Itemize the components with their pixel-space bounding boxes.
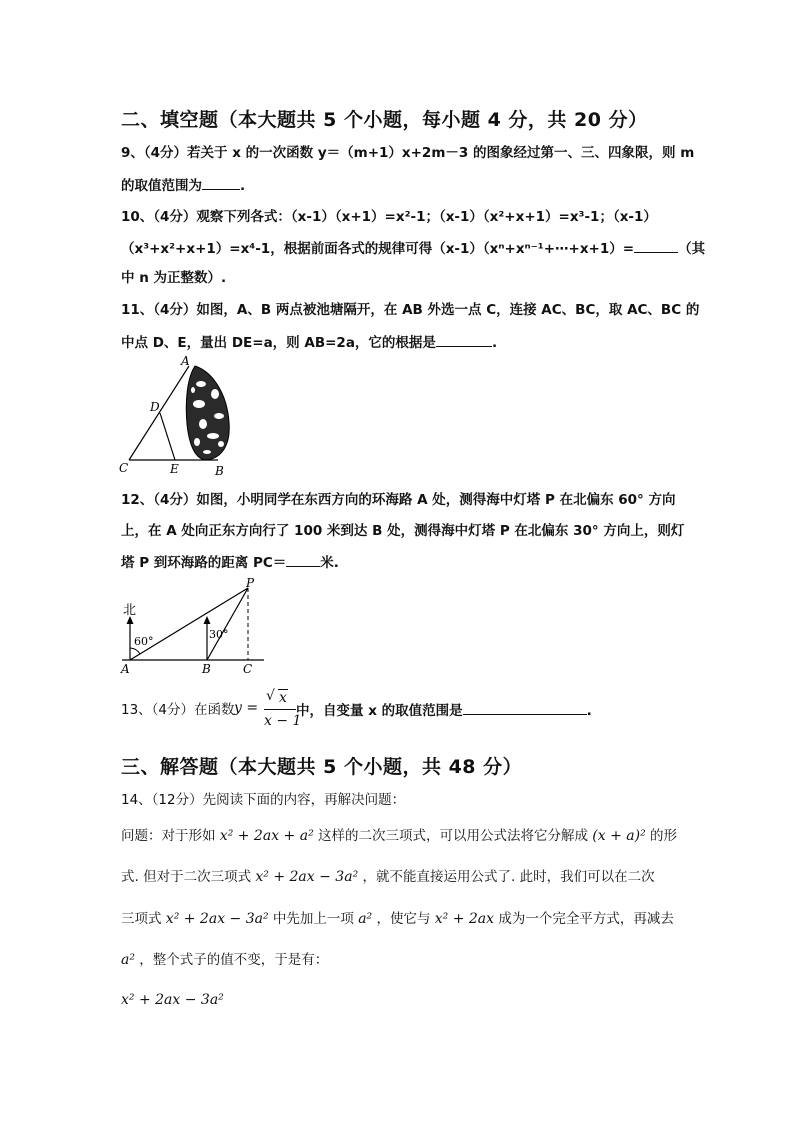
q12-line1: 12、（4分）如图，小明同学在东西方向的环海路 A 处，测得海中灯塔 P 在北偏东 60° 方向	[121, 492, 676, 508]
q13-func-den: x − 1	[264, 713, 302, 729]
north-arrowhead-b	[204, 616, 211, 624]
q11-answer-blank	[436, 332, 492, 347]
q14-line2	[121, 826, 677, 846]
q14-line4b: 中先加上一项	[272, 911, 354, 927]
q14-line2b: 这样的二次三项式，可以用公式法将它分解成	[317, 828, 588, 844]
q11-line1: 11、（4分）如图，A、B 两点被池塘隔开，在 AB 外选一点 C，连接 AC、BC，取 AC、BC 的	[121, 302, 700, 318]
label-c: C	[119, 461, 129, 475]
q14-expr6: x² + 2ax	[434, 911, 495, 927]
line-bp	[207, 588, 248, 660]
q10-line2	[121, 238, 705, 259]
label-d: D	[150, 400, 160, 414]
q12-line3-end: 米.	[320, 555, 339, 571]
q14-line3	[121, 867, 655, 887]
q10-line3: 中 n 为正整数）.	[121, 270, 227, 286]
q11-line2-end: .	[491, 335, 498, 351]
q14-line1: 14、（12分）先阅读下面的内容，再解决问题：	[121, 792, 406, 808]
q14-line4d: 成为一个完全平方式，再减去	[498, 911, 674, 927]
q13-end: .	[586, 703, 592, 719]
q11-line2	[121, 332, 497, 353]
angle-30-label: 30°	[209, 628, 229, 641]
label-p: P	[246, 576, 255, 590]
label-a: A	[181, 354, 190, 368]
q9-answer-blank	[202, 175, 240, 190]
q14-line4a: 三项式	[121, 911, 162, 927]
q12-answer-blank	[286, 552, 320, 567]
section-3-title: 三、解答题（本大题共 5 个小题，共 48 分）	[121, 756, 523, 778]
q14-line4c: ，使它与	[376, 911, 431, 927]
q14-expr5: a²	[358, 911, 373, 927]
line-de	[160, 413, 175, 460]
q13-function	[234, 688, 302, 730]
q13-func-num: x	[279, 690, 287, 706]
fraction-bar	[264, 709, 296, 710]
q10-line1: 10、（4分）观察下列各式：（x-1）（x+1）=x²-1；（x-1）（x²+x+1）=x³-1；（x-1）	[121, 209, 657, 225]
q14-expr3: x² + 2ax − 3a²	[255, 869, 359, 885]
q9-line2	[121, 175, 245, 196]
q10-line2-end: （其	[678, 241, 706, 257]
q13-middle-line	[296, 700, 592, 721]
angle-arc-a	[130, 648, 140, 654]
q13-answer-blank	[463, 700, 587, 715]
q14-expr7: a²	[121, 952, 135, 968]
label-e: E	[170, 462, 179, 476]
q13-func-y: y =	[234, 700, 259, 716]
q14-line2a: 问题：对于形如	[121, 828, 216, 844]
q9-line1: 9、（4分）若关于 x 的一次函数 y＝（m+1）x+2m－3 的图象经过第一、三、四象限，则 m	[121, 145, 695, 161]
q14-line5	[121, 950, 328, 970]
q14-expr8: x² + 2ax − 3a²	[121, 992, 224, 1008]
q14-expr2: (x + a)²	[592, 828, 646, 844]
q12-line3	[121, 552, 339, 573]
q12-line2: 上，在 A 处向正东方向行了 100 米到达 B 处，测得海中灯塔 P 在北偏东 30° 方向上，则灯	[121, 523, 685, 539]
q10-answer-blank	[634, 238, 678, 253]
angle-60-label: 60°	[134, 635, 154, 648]
label-a2: A	[121, 662, 130, 676]
label-c2: C	[243, 662, 253, 676]
q14-expr4: x² + 2ax − 3a²	[165, 911, 269, 927]
q13-middle: 中，自变量 x 的取值范围是	[296, 703, 463, 719]
q14-line3a: 式. 但对于二次三项式	[121, 869, 252, 885]
q14-line5b: ，整个式子的值不变，于是有：	[139, 952, 329, 968]
label-b2: B	[202, 662, 211, 676]
sqrt-symbol: √	[266, 688, 275, 704]
q12-lighthouse-figure	[118, 576, 268, 676]
label-b: B	[215, 464, 224, 478]
q11-pond-figure	[115, 354, 240, 479]
section-2-title: 二、填空题（本大题共 5 个小题，每小题 4 分，共 20 分）	[121, 109, 648, 131]
q14-line4	[121, 909, 674, 929]
q10-line2-text: （x³+x²+x+1）=x⁴-1，根据前面各式的规律可得（x-1）（xⁿ+xⁿ⁻¹+⋯+x+1）=	[121, 241, 635, 257]
q14-line2c: 的形	[650, 828, 677, 844]
q9-line2-text: 的取值范围为	[121, 178, 202, 194]
q13-prefix: 13、（4分）在函数	[121, 702, 235, 718]
q11-line2-text: 中点 D、E，量出 DE=a，则 AB=2a，它的根据是	[121, 335, 436, 351]
q9-line2-end: .	[240, 178, 246, 194]
q14-expr1: x² + 2ax + a²	[219, 828, 314, 844]
line-ap	[130, 588, 248, 660]
q14-line3b: ，就不能直接运用公式了. 此时，我们可以在二次	[362, 869, 655, 885]
q12-line3-text: 塔 P 到环海路的距离 PC＝	[121, 555, 287, 571]
north-label: 北	[123, 603, 137, 618]
